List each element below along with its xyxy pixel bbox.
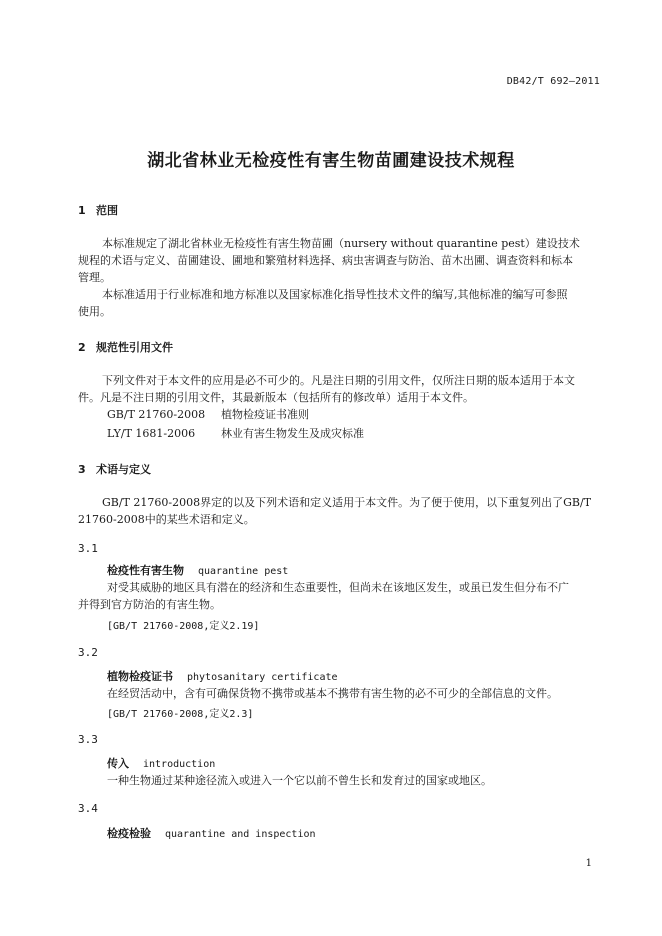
term-number: 3.4 [78,802,98,815]
reference-title: 植物检疫证书准则 [221,408,309,421]
scope-para2-line2: 使用。 [78,305,111,318]
terms-intro-line1: GB/T 21760-2008界定的以及下列术语和定义适用于本文件。为了便于使用，以下重复列出了GB/T [102,496,592,509]
term-source: [GB/T 21760-2008,定义2.19] [107,621,260,632]
reference-title: 林业有害生物发生及成灾标准 [221,427,364,440]
term-source: [GB/T 21760-2008,定义2.3] [107,709,254,720]
term-definition-line: 并得到官方防治的有害生物。 [78,598,221,611]
term-definition-line: 在经贸活动中，含有可确保货物不携带或基本不携带有害生物的必不可少的全部信息的文件。 [107,687,558,700]
term-chinese: 植物检疫证书 [107,670,173,683]
section-number: 2 [78,341,86,354]
references-para-line1: 下列文件对于本文件的应用是必不可少的。凡是注日期的引用文件，仅所注日期的版本适用于本文 [102,374,575,387]
term-chinese: 检疫性有害生物 [107,564,184,577]
standard-code: DB42/T 692—2011 [506,76,600,87]
term-definition-line: 对受其威胁的地区具有潜在的经济和生态重要性，但尚未在该地区发生，或虽已发生但分布不广 [107,581,569,594]
term-definition-line: 一种生物通过某种途径流入或进入一个它以前不曾生长和发育过的国家或地区。 [107,774,492,787]
section-title: 规范性引用文件 [96,341,173,354]
section-number: 1 [78,204,86,217]
section-heading-scope [78,202,118,218]
term-heading [107,825,316,841]
reference-code: LY/T 1681-2006 [107,427,196,440]
term-number: 3.3 [78,733,98,746]
scope-para1-line2: 规程的术语与定义、苗圃建设、圃地和繁殖材料选择、病虫害调查与防治、苗木出圃、调查资料和标本 [78,254,573,267]
document-title: 湖北省林业无检疫性有害生物苗圃建设技术规程 [147,151,515,171]
term-heading [107,562,288,578]
term-english: phytosanitary certificate [187,672,338,683]
term-heading [107,755,215,771]
term-english: quarantine pest [198,566,289,577]
section-number: 3 [78,463,86,476]
terms-intro-line2: 21760-2008中的某些术语和定义。 [78,513,255,526]
section-heading-terms [78,461,151,477]
reference-item [107,406,309,422]
scope-para1-line1: 本标准规定了湖北省林业无检疫性有害生物苗圃（nursery without quarantine pest）建设技术 [102,237,580,250]
scope-para1-line3: 管理。 [78,271,111,284]
scope-para2-line1: 本标准适用于行业标准和地方标准以及国家标准化指导性技术文件的编写,其他标准的编写可参照 [102,288,568,301]
reference-code: GB/T 21760-2008 [107,408,206,421]
page-number: 1 [585,858,592,869]
term-english: introduction [143,759,216,770]
section-heading-normative-references [78,339,173,355]
section-title: 术语与定义 [96,463,151,476]
term-number: 3.2 [78,646,98,659]
references-para-line2: 件。凡是不注日期的引用文件，其最新版本（包括所有的修改单）适用于本文件。 [78,391,474,404]
term-number: 3.1 [78,542,98,555]
reference-item [107,425,364,441]
term-english: quarantine and inspection [165,829,316,840]
term-chinese: 检疫检验 [107,827,151,840]
term-chinese: 传入 [107,757,129,770]
term-heading [107,668,338,684]
section-title: 范围 [96,204,118,217]
